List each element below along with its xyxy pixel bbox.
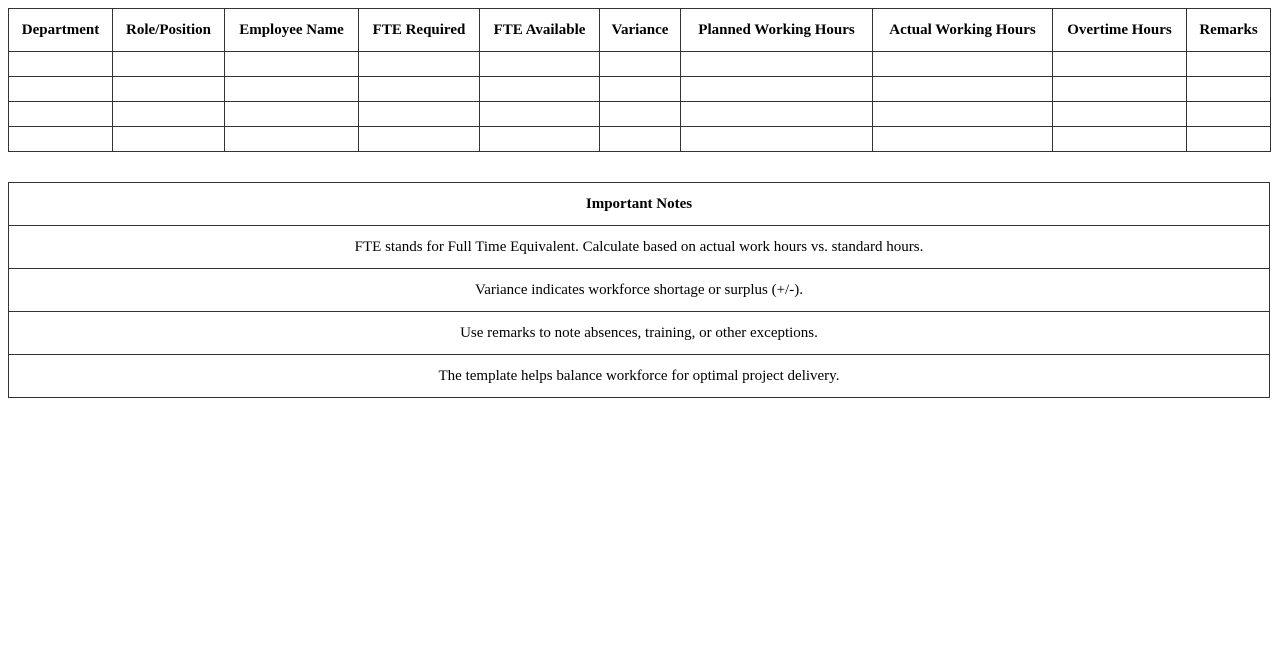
table-cell[interactable] — [9, 127, 113, 152]
column-header-overtime-hours: Overtime Hours — [1053, 9, 1187, 52]
important-notes-table — [8, 182, 1270, 398]
column-header-role-position: Role/Position — [113, 9, 225, 52]
table-cell[interactable] — [873, 52, 1053, 77]
table-cell[interactable] — [1053, 127, 1187, 152]
note-row — [9, 269, 1270, 312]
table-cell[interactable] — [681, 77, 873, 102]
table-cell[interactable] — [681, 102, 873, 127]
table-row — [9, 52, 1271, 77]
table-cell[interactable] — [359, 52, 480, 77]
table-cell[interactable] — [113, 102, 225, 127]
table-cell[interactable] — [600, 102, 681, 127]
table-cell[interactable] — [113, 127, 225, 152]
table-cell[interactable] — [225, 77, 359, 102]
table-cell[interactable] — [113, 77, 225, 102]
column-header-variance: Variance — [600, 9, 681, 52]
table-cell[interactable] — [1187, 52, 1271, 77]
table-cell[interactable] — [225, 102, 359, 127]
table-cell[interactable] — [1187, 127, 1271, 152]
table-row — [9, 127, 1271, 152]
note-row — [9, 226, 1270, 269]
table-cell[interactable] — [359, 102, 480, 127]
table-cell[interactable] — [1187, 77, 1271, 102]
table-cell[interactable] — [873, 127, 1053, 152]
note-item: The template helps balance workforce for optimal project delivery. — [9, 355, 1270, 398]
note-item: Variance indicates workforce shortage or surplus (+/-). — [9, 269, 1270, 312]
column-header-actual-working-hours: Actual Working Hours — [873, 9, 1053, 52]
table-cell[interactable] — [1187, 102, 1271, 127]
table-cell[interactable] — [9, 102, 113, 127]
table-cell[interactable] — [873, 77, 1053, 102]
table-cell[interactable] — [9, 52, 113, 77]
table-cell[interactable] — [480, 102, 600, 127]
table-cell[interactable] — [9, 77, 113, 102]
table-cell[interactable] — [873, 102, 1053, 127]
table-cell[interactable] — [113, 52, 225, 77]
note-row — [9, 312, 1270, 355]
notes-header-row — [9, 183, 1270, 226]
table-cell[interactable] — [359, 127, 480, 152]
column-header-planned-working-hours: Planned Working Hours — [681, 9, 873, 52]
column-header-department: Department — [9, 9, 113, 52]
table-cell[interactable] — [225, 127, 359, 152]
table-cell[interactable] — [600, 127, 681, 152]
table-cell[interactable] — [480, 52, 600, 77]
table-cell[interactable] — [359, 77, 480, 102]
column-header-employee-name: Employee Name — [225, 9, 359, 52]
note-item: FTE stands for Full Time Equivalent. Calculate based on actual work hours vs. standard hours. — [9, 226, 1270, 269]
table-row — [9, 102, 1271, 127]
notes-title: Important Notes — [9, 183, 1270, 226]
table-cell[interactable] — [600, 77, 681, 102]
table-cell[interactable] — [681, 127, 873, 152]
table-cell[interactable] — [1053, 102, 1187, 127]
table-cell[interactable] — [225, 52, 359, 77]
column-header-remarks: Remarks — [1187, 9, 1271, 52]
column-header-fte-required: FTE Required — [359, 9, 480, 52]
table-cell[interactable] — [1053, 77, 1187, 102]
header-row — [9, 9, 1271, 52]
document-page — [8, 8, 1270, 398]
table-cell[interactable] — [600, 52, 681, 77]
table-cell[interactable] — [1053, 52, 1187, 77]
column-header-fte-available: FTE Available — [480, 9, 600, 52]
note-row — [9, 355, 1270, 398]
table-row — [9, 77, 1271, 102]
workforce-table — [8, 8, 1271, 152]
table-cell[interactable] — [480, 127, 600, 152]
note-item: Use remarks to note absences, training, or other exceptions. — [9, 312, 1270, 355]
table-cell[interactable] — [681, 52, 873, 77]
table-cell[interactable] — [480, 77, 600, 102]
